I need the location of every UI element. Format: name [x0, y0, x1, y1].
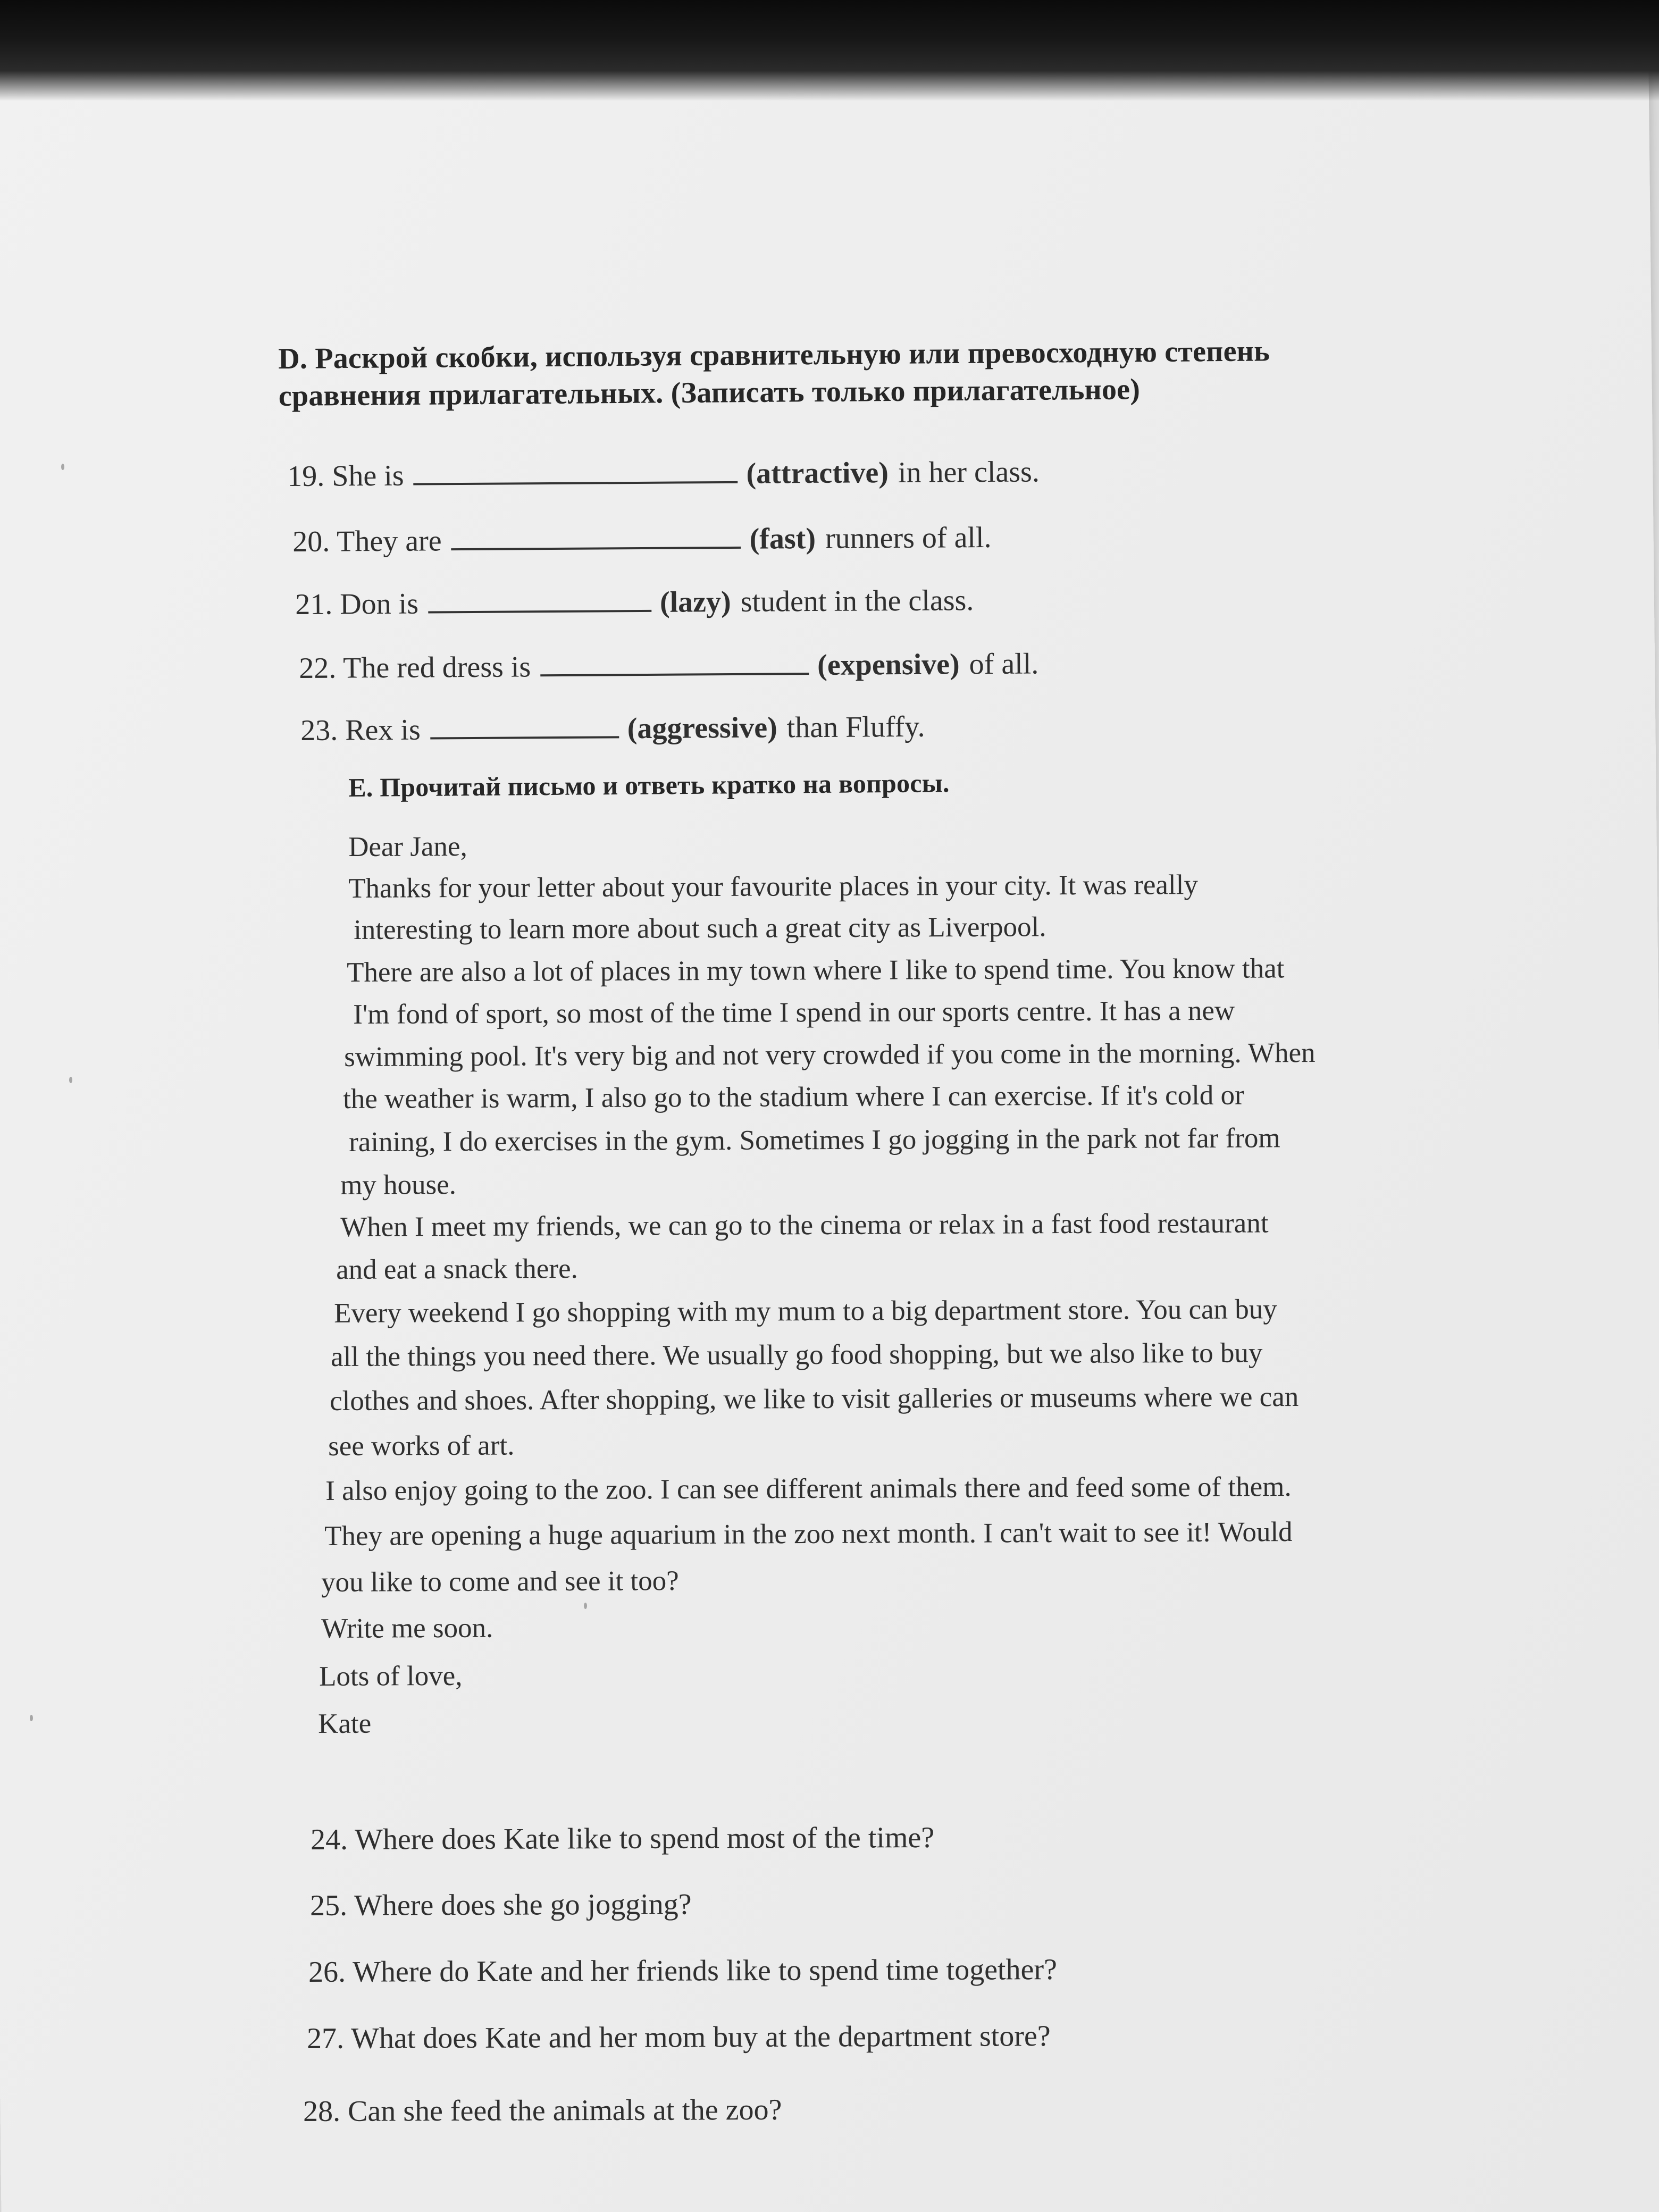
exercise-21 — [295, 582, 974, 619]
paper-speck — [584, 1603, 587, 1609]
exercise-23-answer-blank[interactable] — [430, 710, 619, 739]
letter-line-9: my house. — [340, 1169, 457, 1201]
exercise-22-hint: (expensive) — [817, 648, 960, 682]
question-24: 24. Where does Kate like to spend most of the time? — [310, 1821, 935, 1856]
question-28: 28. Can she feed the animals at the zoo? — [303, 2093, 782, 2128]
letter-line-15: see works of art. — [328, 1430, 515, 1462]
exercise-20-prefix: 20. They are — [292, 524, 442, 558]
letter-line-5: I'm fond of sport, so most of the time I spend in our sports centre. It has a new — [353, 995, 1235, 1030]
exercise-19-suffix: in her class. — [898, 455, 1040, 489]
letter-line-13: all the things you need there. We usually go food shopping, but we also like to buy — [330, 1337, 1263, 1372]
letter-line-16: I also enjoy going to the zoo. I can see different animals there and feed some of them. — [325, 1471, 1292, 1506]
exercise-22-prefix: 22. The red dress is — [299, 650, 531, 685]
letter-line-10: When I meet my friends, we can go to the cinema or relax in a fast food restaurant — [340, 1208, 1269, 1243]
exercise-22-answer-blank[interactable] — [540, 647, 809, 676]
letter-line-1: Dear Jane, — [348, 831, 467, 862]
exercise-23-prefix: 23. Rex is — [300, 713, 421, 747]
exercise-23-suffix: than Fluffy. — [786, 710, 925, 744]
exercise-22-suffix: of all. — [969, 647, 1039, 681]
exercise-20-answer-blank[interactable] — [451, 521, 741, 550]
letter-line-3: interesting to learn more about such a great city as Liverpool. — [353, 911, 1046, 945]
exercise-21-answer-blank[interactable] — [428, 584, 651, 614]
question-27: 27. What does Kate and her mom buy at the department store? — [306, 2020, 1051, 2055]
exercise-22 — [299, 646, 1038, 683]
exercise-19-hint: (attractive) — [746, 456, 889, 490]
letter-line-2: Thanks for your letter about your favourite places in your city. It was really — [348, 869, 1199, 904]
letter-line-8: raining, I do exercises in the gym. Sometimes I go jogging in the park not far from — [348, 1122, 1280, 1158]
letter-line-7: the weather is warm, I also go to the stadium where I can exercise. If it's cold or — [342, 1079, 1244, 1115]
letter-line-6: swimming pool. It's very big and not very crowded if you come in the morning. When — [343, 1037, 1316, 1073]
letter-line-14: clothes and shoes. After shopping, we like to visit galleries or museums where we can — [329, 1381, 1299, 1417]
exercise-19 — [287, 454, 1040, 491]
letter-line-4: There are also a lot of places in my town where I like to spend time. You know that — [346, 953, 1285, 988]
letter-line-11: and eat a snack there. — [336, 1253, 578, 1285]
paper-speck — [61, 464, 64, 470]
letter-line-19: Write me soon. — [321, 1612, 493, 1644]
question-25: 25. Where does she go jogging? — [309, 1888, 692, 1922]
letter-line-20: Lots of love, — [319, 1660, 463, 1692]
exercise-20 — [292, 520, 992, 557]
exercise-21-prefix: 21. Don is — [295, 587, 419, 621]
section-d-heading-line-2: сравнения прилагательных. (Записать только прилагательное) — [278, 373, 1141, 413]
exercise-19-answer-blank[interactable] — [413, 456, 738, 485]
paper-speck — [30, 1715, 33, 1721]
exercise-23 — [300, 709, 925, 745]
letter-line-18: you like to come and see it too? — [321, 1565, 679, 1598]
letter-line-17: They are opening a huge aquarium in the zoo next month. I can't wait to see it! Would — [324, 1516, 1293, 1552]
exercise-20-suffix: runners of all. — [825, 521, 992, 555]
letter-line-21: Kate — [317, 1708, 372, 1739]
section-e-heading: E. Прочитай письмо и ответь кратко на вопросы. — [348, 768, 950, 802]
exercise-23-hint: (aggressive) — [627, 711, 777, 745]
exercise-21-suffix: student in the class. — [740, 584, 974, 618]
exercise-21-hint: (lazy) — [659, 585, 731, 619]
section-d-heading-line-1: D. Раскрой скобки, используя сравнительную или превосходную степень — [278, 334, 1270, 375]
paper-speck — [69, 1077, 72, 1083]
exercise-19-prefix: 19. She is — [287, 459, 404, 493]
letter-line-12: Every weekend I go shopping with my mum to a big department store. You can buy — [333, 1294, 1277, 1329]
exercise-20-hint: (fast) — [749, 522, 816, 556]
question-26: 26. Where do Kate and her friends like to spend time together? — [308, 1953, 1058, 1989]
section-d-heading — [278, 331, 1448, 415]
